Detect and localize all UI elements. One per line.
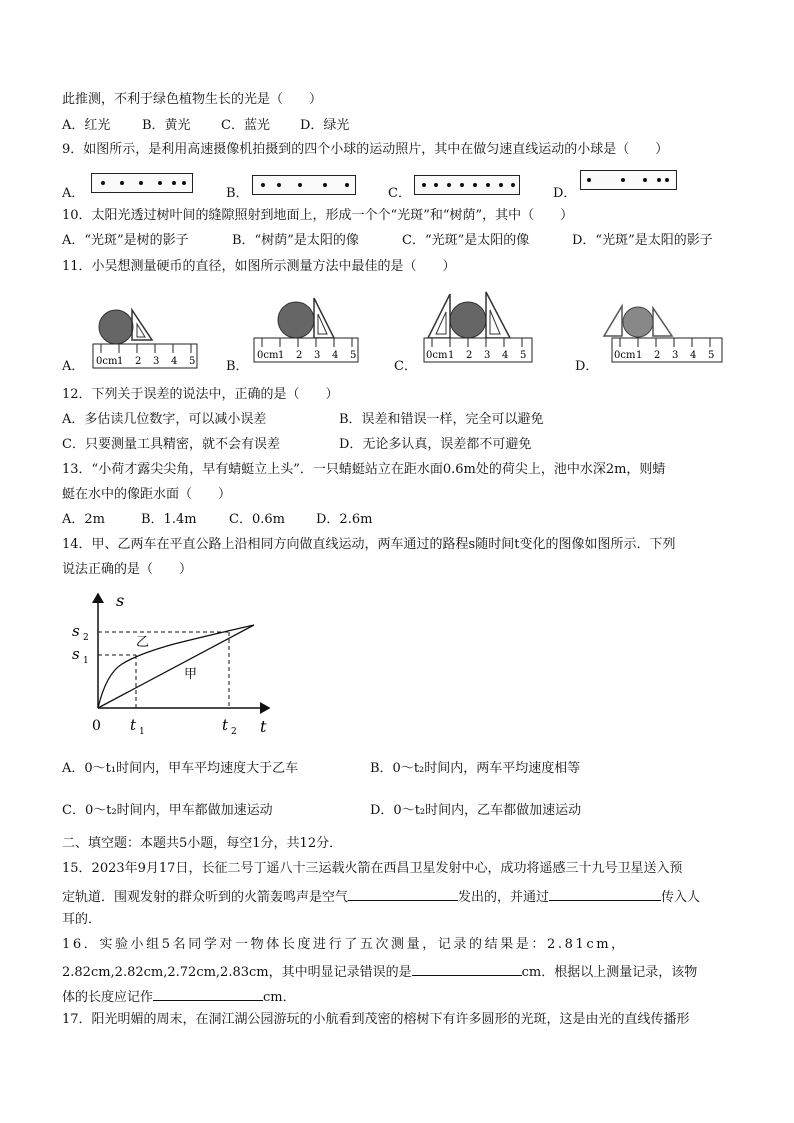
q9-label-c: C． — [388, 186, 411, 201]
q9-label-d: D． — [553, 186, 577, 201]
q13-option-b: B．1.4m — [141, 512, 197, 527]
q15-blank-2[interactable] — [549, 886, 661, 901]
ruler-c-tick-0: 0cm — [426, 350, 448, 361]
ball-photo-a — [91, 173, 193, 193]
q16-text-1: 2.82cm,2.82cm,2.72cm,2.83cm，其中明显记录错误的是 — [62, 965, 412, 980]
ruler-c-tick-1: 1 — [448, 350, 455, 361]
section-2-heading: 二、填空题：本题共5小题，每空1分，共12分． — [62, 836, 343, 851]
q10-option-b: B．“树荫”是太阳的像 — [232, 233, 359, 248]
ruler-d-tick-3: 3 — [672, 350, 679, 361]
ruler-d-tick-0: 0cm — [614, 350, 636, 361]
question-15-line2 — [62, 886, 700, 907]
q15-blank-1[interactable] — [348, 886, 458, 901]
q10-option-a: A．“光斑”是树的影子 — [62, 233, 189, 248]
question-17-line1: 17．阳光明媚的周末，在洞江湖公园游玩的小航看到茂密的榕树下有许多圆形的光斑，这是由光的直线传播形 — [62, 1012, 690, 1027]
q10-option-d: D．“光斑”是太阳的影子 — [572, 233, 713, 248]
q11-label-a: A． — [62, 359, 85, 374]
coin-figure-b — [250, 292, 360, 374]
label-t-axis: t — [260, 717, 267, 736]
q13-option-d: D．2.6m — [316, 512, 373, 527]
q15-text-1: 定轨道．围观发射的群众听到的火箭轰鸣声是空气 — [62, 890, 349, 905]
s-t-graph — [64, 584, 284, 744]
q8-option-c: C．蓝光 — [221, 118, 270, 133]
ruler-c-tick-3: 3 — [484, 350, 491, 361]
ruler-a-tick-0: 0cm — [96, 356, 118, 367]
ruler-a-tick-1: 1 — [117, 356, 124, 367]
q8-option-a: A．红光 — [62, 118, 111, 133]
question-8-tail: 此推测，不利于绿色植物生长的光是（ ） — [62, 92, 323, 107]
coin-figure-d — [598, 296, 726, 376]
ruler-b-tick-4: 4 — [332, 350, 339, 361]
q12-option-a: A．多估读几位数字，可以减小误差 — [62, 412, 267, 427]
q16-text-2: cm．根据以上测量记录，该物 — [521, 965, 698, 980]
ruler-c-tick-5: 5 — [520, 350, 527, 361]
ruler-a-tick-5: 5 — [189, 356, 196, 367]
question-15-line1: 15．2023年9月17日，长征二号丁遥八十三运载火箭在西昌卫星发射中心，成功将遥感三十九号卫星送入预 — [62, 861, 683, 876]
q12-option-b: B．误差和错误一样，完全可以避免 — [339, 412, 544, 427]
coin-figure-c — [418, 288, 538, 376]
ruler-d-tick-2: 2 — [654, 350, 661, 361]
q16-text-3: 体的长度应记作 — [62, 990, 154, 1005]
label-jia: 甲 — [184, 667, 198, 682]
ruler-a-tick-2: 2 — [135, 356, 142, 367]
ruler-b-tick-5: 5 — [350, 350, 357, 361]
q15-text-2: 发出的，并通过 — [458, 890, 550, 905]
q9-label-b: B． — [226, 186, 249, 201]
coin-figure-a — [90, 298, 200, 376]
label-s-axis: s — [116, 591, 125, 610]
ruler-a-tick-3: 3 — [153, 356, 160, 367]
q11-label-c: C． — [394, 359, 417, 374]
q10-option-c: C．“光斑”是太阳的像 — [402, 233, 530, 248]
q13-option-c: C．0.6m — [229, 512, 285, 527]
ruler-d-tick-5: 5 — [708, 350, 715, 361]
label-t2: t — [222, 716, 229, 734]
question-14-line2: 说法正确的是（ ） — [62, 562, 193, 577]
question-16-line1: 16．实验小组5名同学对一物体长度进行了五次测量，记录的结果是：2.81cm， — [62, 937, 627, 952]
q14-option-c: C．0～t₂时间内，甲车都做加速运动 — [62, 803, 273, 818]
line-jia — [98, 625, 254, 708]
q12-option-d: D．无论多认真，误差都不可避免 — [339, 437, 532, 452]
ruler-c-tick-2: 2 — [466, 350, 473, 361]
ball-photo-b — [252, 175, 356, 195]
q9-label-a: A． — [62, 186, 85, 201]
label-s2: s — [72, 622, 80, 640]
ruler-d-tick-1: 1 — [636, 350, 643, 361]
q14-option-a: A．0～t₁时间内，甲车平均速度大于乙车 — [62, 761, 299, 776]
ruler-b-tick-1: 1 — [278, 350, 285, 361]
question-16-line3 — [62, 986, 296, 1007]
label-s2-sub: 2 — [83, 633, 89, 643]
question-12: 12．下列关于误差的说法中，正确的是（ ） — [62, 387, 339, 402]
ruler-c-tick-4: 4 — [502, 350, 509, 361]
ruler-d-tick-4: 4 — [690, 350, 697, 361]
ruler-a-tick-4: 4 — [171, 356, 178, 367]
question-11: 11．小吴想测量硬币的直径，如图所示测量方法中最佳的是（ ） — [62, 259, 456, 274]
question-10: 10．太阳光透过树叶间的缝隙照射到地面上，形成一个个“光斑”和“树荫”，其中（ ） — [62, 208, 574, 223]
label-t1: t — [130, 716, 137, 734]
question-16-line2 — [62, 961, 697, 982]
ruler-b-tick-2: 2 — [296, 350, 303, 361]
q11-label-b: B． — [226, 359, 249, 374]
q14-option-b: B．0～t₂时间内，两车平均速度相等 — [370, 761, 581, 776]
q13-option-a: A．2m — [62, 512, 105, 527]
ruler-b-tick-0: 0cm — [257, 350, 279, 361]
label-t2-sub: 2 — [231, 727, 237, 737]
label-s1-sub: 1 — [83, 656, 89, 666]
q11-label-d: D． — [575, 359, 599, 374]
q12-option-c: C．只要测量工具精密，就不会有误差 — [62, 437, 280, 452]
question-15-line3: 耳的． — [62, 912, 102, 927]
q16-blank-1[interactable] — [412, 961, 522, 976]
q8-option-b: B．黄光 — [142, 118, 191, 133]
q14-option-d: D．0～t₂时间内，乙车都做加速运动 — [370, 803, 582, 818]
label-s1: s — [72, 645, 80, 663]
q16-blank-2[interactable] — [153, 986, 263, 1001]
q15-text-3: 传入人 — [661, 890, 701, 905]
ruler-b-tick-3: 3 — [314, 350, 321, 361]
ball-photo-d — [580, 170, 677, 190]
q8-option-d: D．绿光 — [300, 118, 350, 133]
question-9: 9．如图所示，是利用高速摄像机拍摄到的四个小球的运动照片，其中在做匀速直线运动的小球是（ ） — [62, 142, 669, 157]
label-t1-sub: 1 — [139, 727, 145, 737]
ball-photo-c — [414, 175, 520, 195]
question-14-line1: 14．甲、乙两车在平直公路上沿相同方向做直线运动，两车通过的路程s随时间t变化的图像如图所示．下列 — [62, 537, 676, 552]
label-yi: 乙 — [136, 635, 150, 650]
q16-text-4: cm． — [263, 990, 296, 1005]
label-origin: 0 — [92, 718, 101, 734]
question-13-line2: 蜓在水中的像距水面（ ） — [62, 487, 232, 502]
question-13-line1: 13．“小荷才露尖尖角，早有蜻蜓立上头”．一只蜻蜓站立在距水面0.6m处的荷尖上，池中水深2m，则蜻 — [62, 462, 666, 477]
